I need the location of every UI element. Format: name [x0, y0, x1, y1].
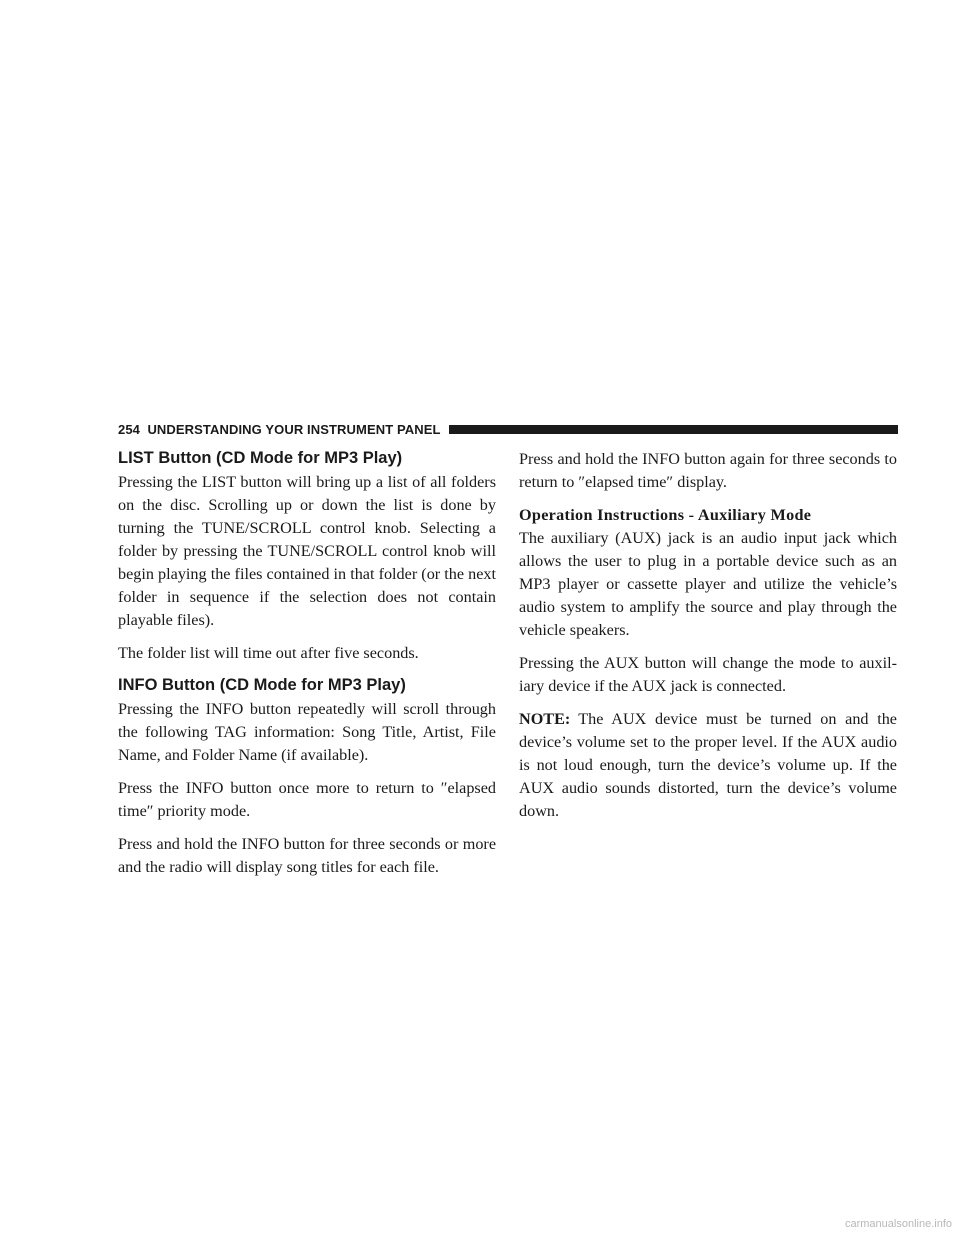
aux-paragraph-2: Pressing the AUX button will change the mode to auxil- iary device if the AUX jack is connected.	[519, 654, 897, 695]
right-column	[519, 448, 897, 833]
note-label: NOTE:	[519, 710, 571, 728]
list-button-heading: LIST Button (CD Mode for MP3 Play)	[118, 449, 403, 467]
header-rule	[449, 425, 898, 434]
note-paragraph	[519, 708, 897, 823]
list-paragraph-2: The folder list will time out after five seconds.	[118, 644, 419, 662]
header-text	[118, 422, 441, 437]
page-number: 254	[118, 421, 140, 437]
aux-mode-heading: Operation Instructions - Auxiliary Mode	[519, 506, 812, 524]
page-header	[118, 421, 898, 437]
watermark-text: carmanualsonline.info	[844, 1218, 952, 1230]
note-text: The AUX device must be turned on and the device’s volume set to the proper level. If the AUX audio is not loud enough, turn the device’s volume up. If the AUX audio sounds distorted, turn the device’s volume down.	[519, 710, 897, 820]
info-paragraph-1: Pressing the INFO button repeatedly will scroll through the following TAG information: Song Title, Artist, File Name, and Folder Name (if available).	[118, 700, 496, 764]
left-column	[118, 448, 496, 889]
info-paragraph-3: Press and hold the INFO button for three seconds or more and the radio will display song titles for each file.	[118, 835, 496, 876]
section-title: UNDERSTANDING YOUR INSTRUMENT PANEL	[147, 421, 441, 437]
info-paragraph-2: Press the INFO button once more to return to ″elapsed time″ priority mode.	[118, 779, 496, 820]
info-paragraph-4: Press and hold the INFO button again for three seconds to return to ″elapsed time″ display.	[519, 450, 897, 491]
aux-paragraph-1: The auxiliary (AUX) jack is an audio input jack which allows the user to plug in a portable device such as an MP3 player or cassette player and utilize the vehicle’s audio system to amplify the source and play through the vehicle speakers.	[519, 529, 897, 639]
list-paragraph-1: Pressing the LIST button will bring up a list of all folders on the disc. Scrolling up or down the list is done by turning the TUNE/SCROLL control knob. Selecting a folder by pressing the TUNE/SCROLL control knob will begin playing the files contained in that folder (or the next folder in sequence if the selection does not contain playable files).	[118, 473, 496, 629]
info-button-heading: INFO Button (CD Mode for MP3 Play)	[118, 676, 406, 694]
